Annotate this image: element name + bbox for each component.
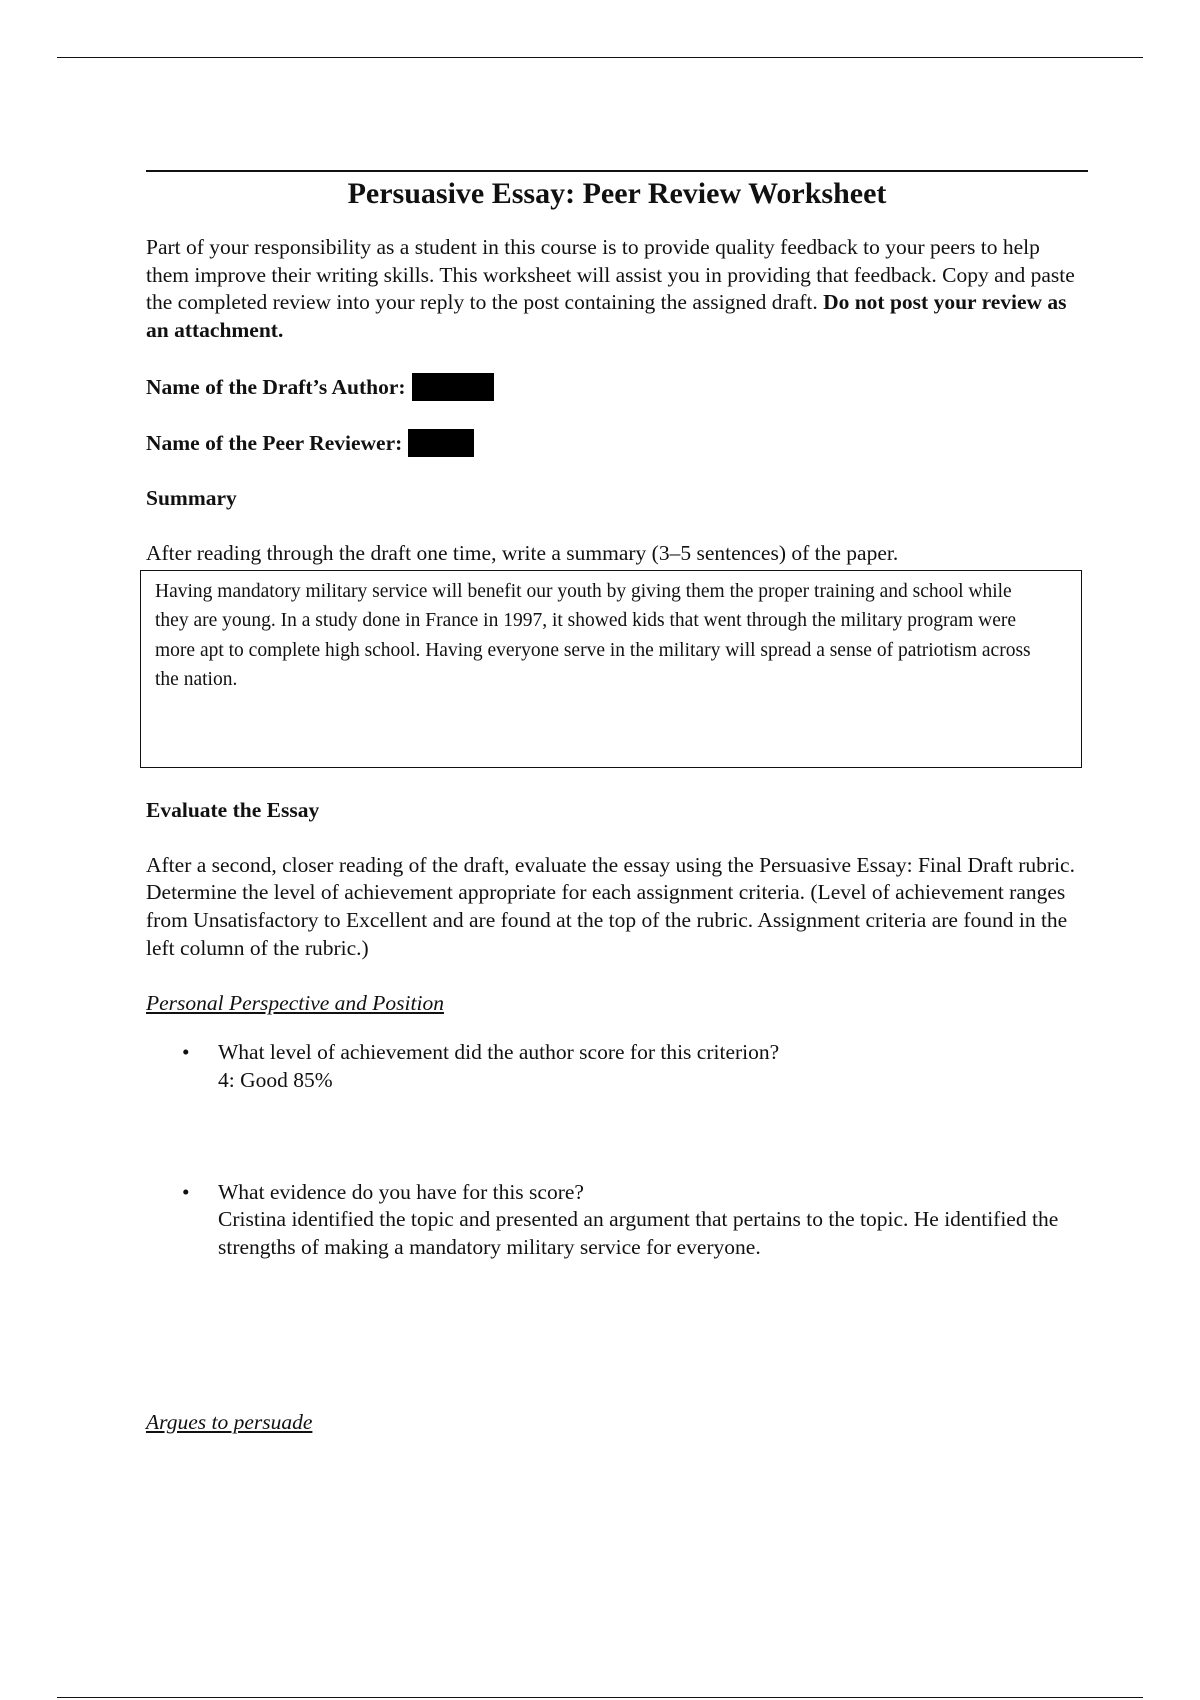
page-top-rule [57,57,1143,58]
intro-paragraph [146,234,1088,345]
answer-text[interactable]: Cristina identified the topic and presented an argument that pertains to the topic. He identified the strengths of making a mandatory military service for everyone. [218,1207,1059,1260]
reviewer-name-redacted [408,429,474,457]
list-item [182,1039,1088,1094]
evaluate-intro: After a second, closer reading of the draft, evaluate the essay using the Persuasive Essay: Final Draft rubric. Determine the level of achievement appropriate for each assignment criteria. (Level of achievement ranges from Unsatisfactory to Excellent and are found at the top of the rubric. Assignment criteria are found in the left column of the rubric.) [146,852,1075,960]
author-field [146,373,1088,401]
intro-warning: Do not post your review as an attachment. [146,290,1067,343]
author-name-redacted [412,373,494,401]
page-title: Persuasive Essay: Peer Review Worksheet [347,177,887,210]
reviewer-field [146,429,1088,457]
criterion-heading: Personal Perspective and Position [146,991,444,1016]
criterion-heading: Argues to persuade [146,1409,313,1434]
summary-response-box[interactable]: Having mandatory military service will benefit our youth by giving them the proper training and school while they are young. In a study done in France in 1997, it showed kids that went through the military program were more apt to complete high school. Having everyone serve in the military will spread a sense of patriotism across the nation. [140,570,1082,768]
summary-heading: Summary [146,485,237,510]
question-text: What evidence do you have for this score? [218,1179,584,1204]
bullet-icon: • [182,1179,190,1204]
question-text: What level of achievement did the author score for this criterion? [218,1040,780,1065]
reviewer-label: Name of the Peer Reviewer: [146,430,403,455]
bullet-icon: • [182,1040,190,1065]
title-rule [146,170,1088,172]
answer-text[interactable]: 4: Good 85% [218,1068,333,1093]
page-bottom-rule [57,1697,1143,1698]
worksheet [146,170,1088,1436]
list-item [182,1179,1088,1262]
evaluate-heading: Evaluate the Essay [146,797,320,822]
intro-text: Part of your responsibility as a student in this course is to provide quality feedback to your peers to help them improve their writing skills. This worksheet will assist you in providing that feedback. Copy and paste the completed review into your reply to the post containing the assigned draft. [146,235,1075,315]
author-label: Name of the Draft’s Author: [146,374,406,399]
summary-prompt: After reading through the draft one time, write a summary (3–5 sentences) of the paper. [146,540,899,565]
spacer [146,1262,1088,1408]
